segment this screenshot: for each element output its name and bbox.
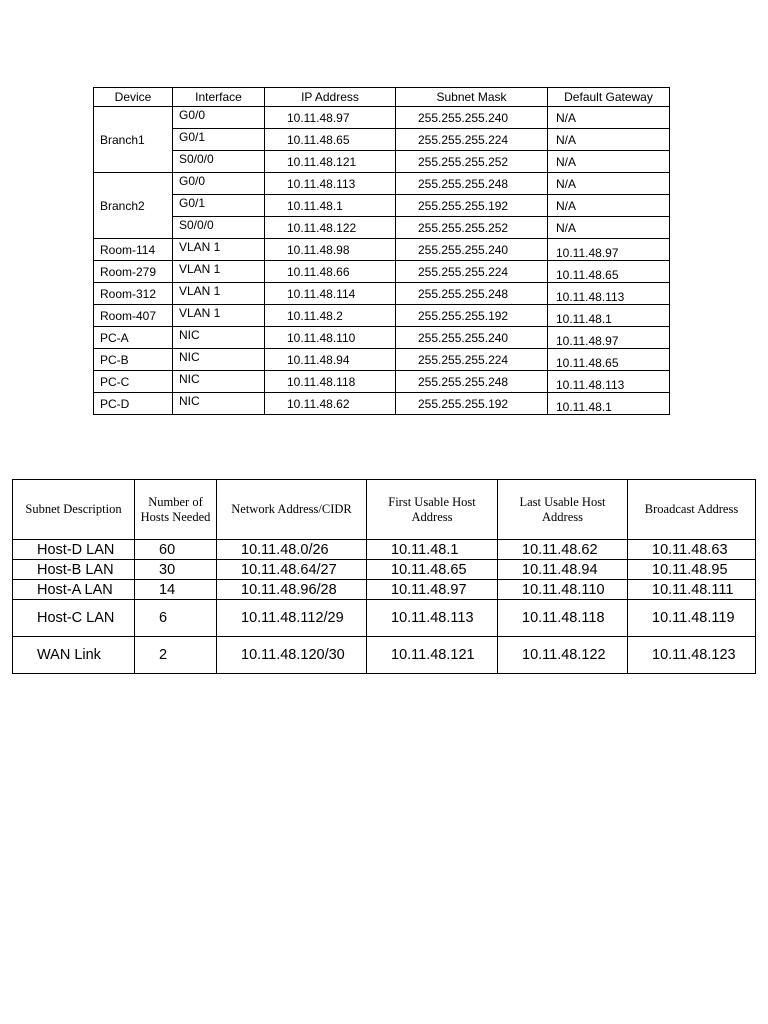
- header-ip-address: IP Address: [265, 88, 396, 107]
- table-row: [94, 195, 670, 217]
- broadcast-cell: 10.11.48.95: [628, 560, 756, 580]
- addressing-header-row: [94, 88, 670, 107]
- subnet-description-cell: Host-A LAN: [13, 580, 135, 600]
- gateway-cell: 10.11.48.113: [548, 283, 670, 305]
- gateway-cell: 10.11.48.65: [548, 349, 670, 371]
- interface-cell: NIC: [173, 327, 265, 349]
- interface-cell: VLAN 1: [173, 239, 265, 261]
- subnet-table: [12, 479, 756, 674]
- hosts-cell: 6: [135, 600, 217, 637]
- mask-cell: 255.255.255.192: [396, 393, 548, 415]
- first-host-cell: 10.11.48.97: [367, 580, 498, 600]
- device-cell: Room-407: [94, 305, 173, 327]
- interface-cell: G0/0: [173, 173, 265, 195]
- table-row: [94, 261, 670, 283]
- network-cell: 10.11.48.112/29: [217, 600, 367, 637]
- table-row: [94, 371, 670, 393]
- network-cell: 10.11.48.96/28: [217, 580, 367, 600]
- first-host-cell: 10.11.48.65: [367, 560, 498, 580]
- table-row: [13, 560, 756, 580]
- ip-cell: 10.11.48.65: [265, 129, 396, 151]
- table-row: [13, 600, 756, 637]
- mask-cell: 255.255.255.248: [396, 371, 548, 393]
- header-default-gateway: Default Gateway: [548, 88, 670, 107]
- table-row: [94, 173, 670, 195]
- header-network-address: Network Address/CIDR: [217, 480, 367, 540]
- gateway-cell: N/A: [548, 151, 670, 173]
- interface-cell: NIC: [173, 393, 265, 415]
- interface-cell: VLAN 1: [173, 283, 265, 305]
- last-host-cell: 10.11.48.94: [498, 560, 628, 580]
- header-last-usable: Last Usable Host Address: [498, 480, 628, 540]
- device-cell: PC-C: [94, 371, 173, 393]
- device-cell: PC-B: [94, 349, 173, 371]
- header-subnet-description: Subnet Description: [13, 480, 135, 540]
- gateway-cell: 10.11.48.97: [548, 239, 670, 261]
- addressing-table: [93, 87, 670, 415]
- mask-cell: 255.255.255.192: [396, 305, 548, 327]
- table-row: [94, 305, 670, 327]
- last-host-cell: 10.11.48.122: [498, 637, 628, 674]
- mask-cell: 255.255.255.252: [396, 151, 548, 173]
- interface-cell: G0/0: [173, 107, 265, 129]
- table-row: [94, 151, 670, 173]
- device-cell: Room-114: [94, 239, 173, 261]
- mask-cell: 255.255.255.224: [396, 349, 548, 371]
- first-host-cell: 10.11.48.1: [367, 540, 498, 560]
- header-interface: Interface: [173, 88, 265, 107]
- table-row: [94, 283, 670, 305]
- gateway-cell: 10.11.48.97: [548, 327, 670, 349]
- gateway-cell: N/A: [548, 217, 670, 239]
- ip-cell: 10.11.48.113: [265, 173, 396, 195]
- gateway-cell: 10.11.48.113: [548, 371, 670, 393]
- network-cell: 10.11.48.120/30: [217, 637, 367, 674]
- last-host-cell: 10.11.48.118: [498, 600, 628, 637]
- gateway-cell: 10.11.48.1: [548, 393, 670, 415]
- device-cell: Branch2: [94, 173, 173, 239]
- hosts-cell: 30: [135, 560, 217, 580]
- ip-cell: 10.11.48.62: [265, 393, 396, 415]
- table-row: [94, 239, 670, 261]
- header-subnet-mask: Subnet Mask: [396, 88, 548, 107]
- mask-cell: 255.255.255.248: [396, 173, 548, 195]
- mask-cell: 255.255.255.252: [396, 217, 548, 239]
- interface-cell: S0/0/0: [173, 217, 265, 239]
- gateway-cell: N/A: [548, 195, 670, 217]
- first-host-value: 10.11.48.113: [391, 610, 474, 626]
- broadcast-cell: 10.11.48.63: [628, 540, 756, 560]
- gateway-cell: N/A: [548, 107, 670, 129]
- subnet-description-cell: Host-D LAN: [13, 540, 135, 560]
- interface-cell: VLAN 1: [173, 261, 265, 283]
- first-host-value: 10.11.48.121: [391, 647, 475, 663]
- gateway-cell: 10.11.48.65: [548, 261, 670, 283]
- hosts-cell: 14: [135, 580, 217, 600]
- header-hosts-needed: Number of Hosts Needed: [135, 480, 217, 540]
- ip-cell: 10.11.48.110: [265, 327, 396, 349]
- device-cell: PC-D: [94, 393, 173, 415]
- broadcast-cell: 10.11.48.119: [628, 600, 756, 637]
- ip-cell: 10.11.48.118: [265, 371, 396, 393]
- gateway-cell: 10.11.48.1: [548, 305, 670, 327]
- last-host-cell: 10.11.48.110: [498, 580, 628, 600]
- first-host-cell: [367, 637, 498, 674]
- table-row: [13, 540, 756, 560]
- hosts-cell: 60: [135, 540, 217, 560]
- interface-cell: G0/1: [173, 195, 265, 217]
- mask-cell: 255.255.255.224: [396, 129, 548, 151]
- mask-cell: 255.255.255.248: [396, 283, 548, 305]
- subnet-header-row: [13, 480, 756, 540]
- table-row: [13, 580, 756, 600]
- mask-cell: 255.255.255.192: [396, 195, 548, 217]
- mask-cell: 255.255.255.240: [396, 107, 548, 129]
- ip-cell: 10.11.48.114: [265, 283, 396, 305]
- hosts-cell: 2: [135, 637, 217, 674]
- header-device: Device: [94, 88, 173, 107]
- interface-cell: G0/1: [173, 129, 265, 151]
- subnet-description-cell: Host-C LAN: [13, 600, 135, 637]
- ip-cell: 10.11.48.2: [265, 305, 396, 327]
- device-cell: Room-279: [94, 261, 173, 283]
- ip-cell: 10.11.48.122: [265, 217, 396, 239]
- ip-cell: 10.11.48.66: [265, 261, 396, 283]
- table-row: [94, 349, 670, 371]
- mask-cell: 255.255.255.240: [396, 239, 548, 261]
- ip-cell: 10.11.48.1: [265, 195, 396, 217]
- header-first-usable: First Usable Host Address: [367, 480, 498, 540]
- subnet-description-cell: WAN Link: [13, 637, 135, 674]
- table-row: [94, 129, 670, 151]
- gateway-cell: N/A: [548, 173, 670, 195]
- gateway-cell: N/A: [548, 129, 670, 151]
- broadcast-cell: 10.11.48.123: [628, 637, 756, 674]
- first-host-cell: [367, 600, 498, 637]
- header-broadcast: Broadcast Address: [628, 480, 756, 540]
- table-row: [94, 217, 670, 239]
- network-cell: 10.11.48.0/26: [217, 540, 367, 560]
- device-cell: Room-312: [94, 283, 173, 305]
- ip-cell: 10.11.48.121: [265, 151, 396, 173]
- broadcast-cell: 10.11.48.111: [628, 580, 756, 600]
- mask-cell: 255.255.255.240: [396, 327, 548, 349]
- table-row: [94, 393, 670, 415]
- table-row: [94, 107, 670, 129]
- device-cell: Branch1: [94, 107, 173, 173]
- interface-cell: S0/0/0: [173, 151, 265, 173]
- device-cell: PC-A: [94, 327, 173, 349]
- table-row: [13, 637, 756, 674]
- interface-cell: NIC: [173, 371, 265, 393]
- ip-cell: 10.11.48.97: [265, 107, 396, 129]
- subnet-description-cell: Host-B LAN: [13, 560, 135, 580]
- table-row: [94, 327, 670, 349]
- mask-cell: 255.255.255.224: [396, 261, 548, 283]
- ip-cell: 10.11.48.94: [265, 349, 396, 371]
- ip-cell: 10.11.48.98: [265, 239, 396, 261]
- last-host-cell: 10.11.48.62: [498, 540, 628, 560]
- network-cell: 10.11.48.64/27: [217, 560, 367, 580]
- interface-cell: VLAN 1: [173, 305, 265, 327]
- interface-cell: NIC: [173, 349, 265, 371]
